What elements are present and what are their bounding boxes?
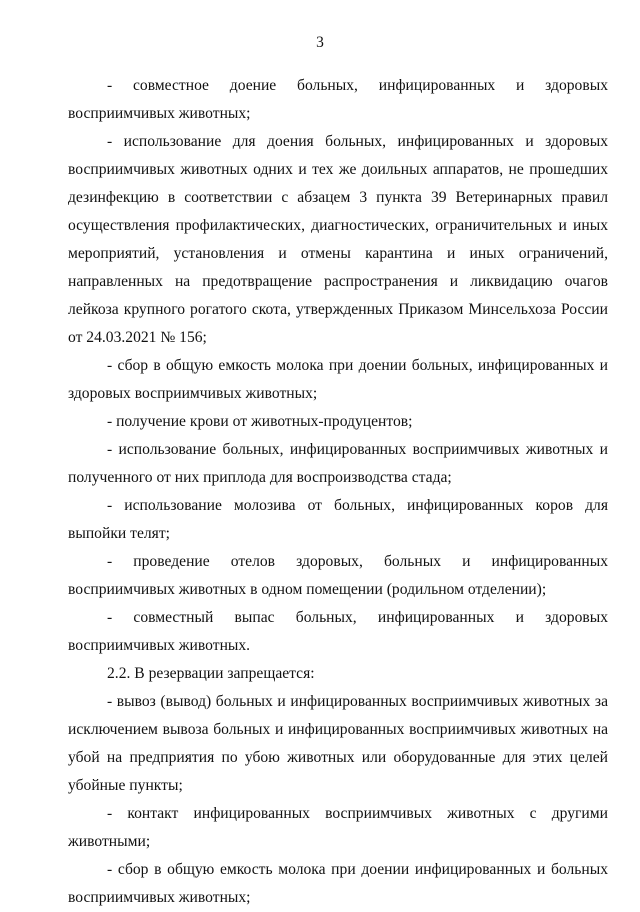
paragraph-joint-milking: - совместное доение больных, инфицированных и здоровых восприимчивых животных; xyxy=(68,77,608,122)
document-body xyxy=(68,72,608,912)
paragraph-calving: - проведение отелов здоровых, больных и инфицированных восприимчивых животных в одном помещении (родильном отделении); xyxy=(68,553,608,598)
paragraph-milking-equipment: - использование для доения больных, инфицированных и здоровых восприимчивых животных одних и тех же доильных аппаратов, не прошедших дезинфекцию в соответствии с абзацем 3 пункта 39 Ветеринарных правил осуществления профилактических, диагностических, ограничительных и иных мероприятий, установления и отмены карантина и иных ограничений, направленных на предотвращение распространения и ликвидацию очагов лейкоза крупного рогатого скота, утвержденных Приказом Минсельхоза России от 24.03.2021 № 156; xyxy=(68,133,608,346)
paragraph-colostrum-use: - использование молозива от больных, инфицированных коров для выпойки телят; xyxy=(68,497,608,542)
page-number: 3 xyxy=(316,34,324,51)
paragraph-herd-reproduction: - использование больных, инфицированных восприимчивых животных и полученного от них приплода для воспроизводства стада; xyxy=(68,441,608,486)
paragraph-animal-contact: - контакт инфицированных восприимчивых животных с другими животными; xyxy=(68,805,608,850)
paragraph-milk-collection: - сбор в общую емкость молока при доении больных, инфицированных и здоровых восприимчивых животных; xyxy=(68,357,608,402)
paragraph-milk-collection-infected: - сбор в общую емкость молока при доении инфицированных и больных восприимчивых животных; xyxy=(68,861,608,906)
paragraph-joint-grazing: - совместный выпас больных, инфицированных и здоровых восприимчивых животных. xyxy=(68,609,608,654)
paragraph-blood-collection: - получение крови от животных-продуцентов; xyxy=(107,413,413,430)
section-heading-2-2: 2.2. В резервации запрещается: xyxy=(107,665,315,682)
paragraph-animal-removal: - вывоз (вывод) больных и инфицированных восприимчивых животных за исключением вывоза больных и инфицированных восприимчивых животных на убой на предприятия по убою животных или оборудованные для этих целей убойные пункты; xyxy=(68,693,608,794)
